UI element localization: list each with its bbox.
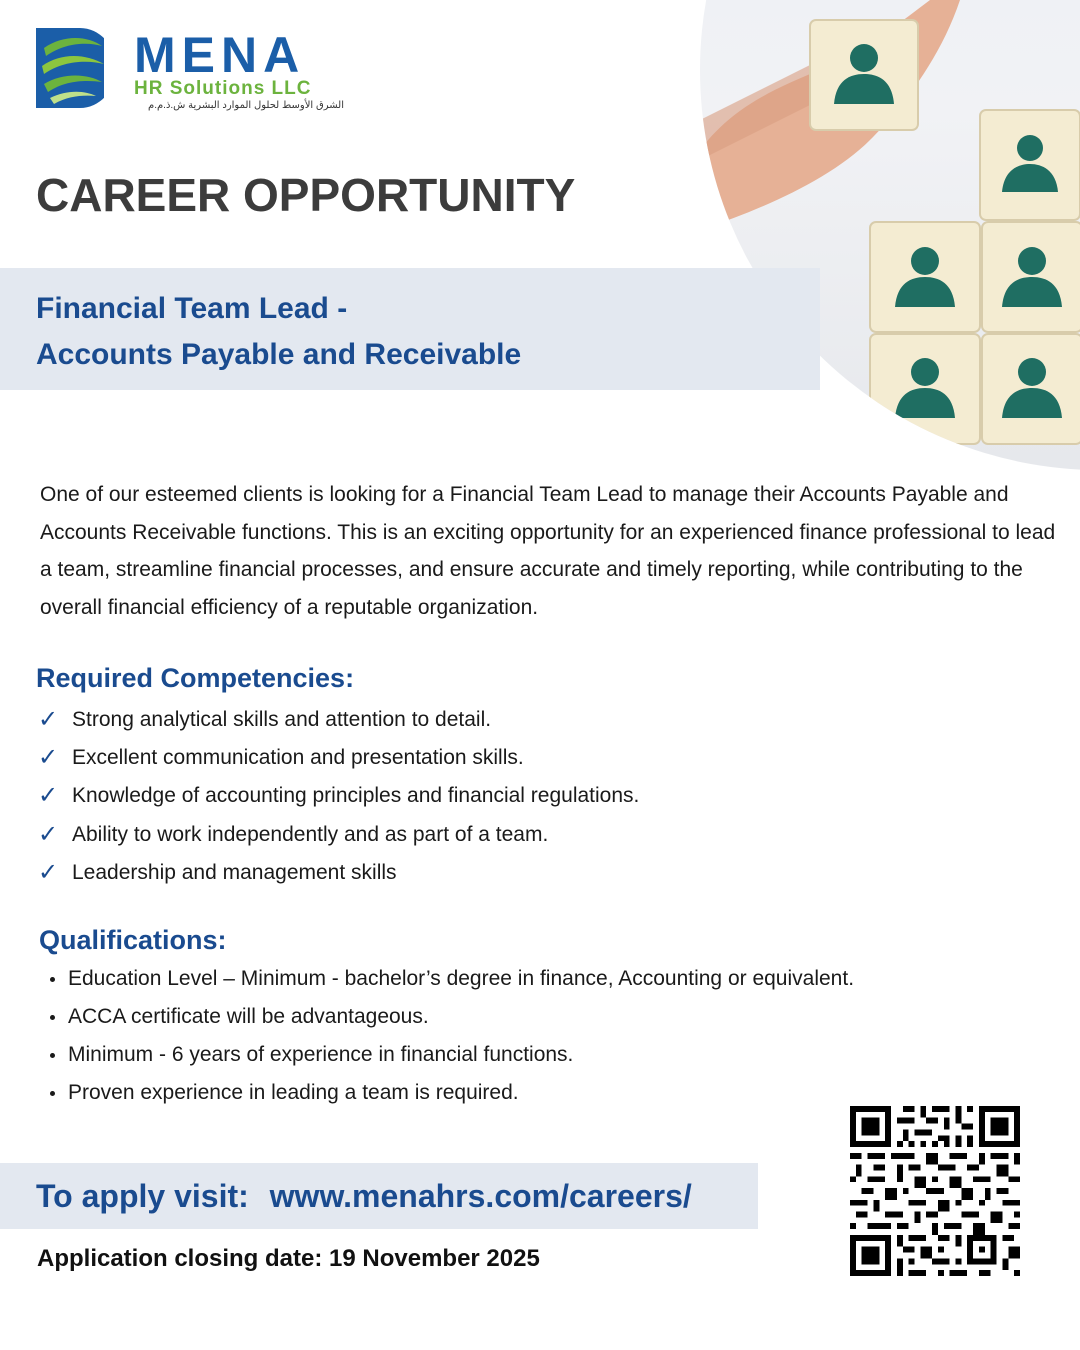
logo-subtitle: HR Solutions LLC xyxy=(134,78,312,99)
careers-link[interactable]: www.menahrs.com/careers/ xyxy=(269,1178,692,1214)
job-title-line-2: Accounts Payable and Receivable xyxy=(36,338,522,371)
bullet-icon xyxy=(50,977,55,982)
list-item: ✓ Leadership and management skills xyxy=(36,855,639,893)
apply-label: To apply visit: xyxy=(36,1178,249,1214)
competencies-list xyxy=(36,702,639,893)
hand-stacking-person-blocks-photo xyxy=(700,0,1080,470)
list-item: ✓ Ability to work independently and as part of a team. xyxy=(36,817,639,855)
checkmark-icon: ✓ xyxy=(38,858,59,886)
list-item: Education Level – Minimum - bachelor’s degree in finance, Accounting or equivalent. xyxy=(50,961,854,999)
closing-date: Application closing date: 19 November 2025 xyxy=(37,1245,540,1272)
list-item: ✓ Excellent communication and presentation skills. xyxy=(36,740,639,778)
list-item: Proven experience in leading a team is required. xyxy=(50,1075,854,1113)
checkmark-icon: ✓ xyxy=(38,744,59,772)
competencies-heading: Required Competencies: xyxy=(36,663,355,693)
list-item: ✓ Strong analytical skills and attention to detail. xyxy=(36,702,639,740)
page-title: CAREER OPPORTUNITY xyxy=(36,169,576,221)
logo-wordmark: MENA xyxy=(134,27,306,83)
checkmark-icon: ✓ xyxy=(38,820,59,848)
list-item: ✓ Knowledge of accounting principles and financial regulations. xyxy=(36,778,639,816)
bullet-icon xyxy=(50,1091,55,1096)
bullet-icon xyxy=(50,1053,55,1058)
bullet-icon xyxy=(50,1015,55,1020)
apply-line xyxy=(36,1176,692,1216)
logo-arabic-subtitle: الشرق الأوسط لحلول الموارد البشرية ش.ذ.م.م xyxy=(148,100,344,111)
company-logo xyxy=(36,27,344,111)
list-item: Minimum - 6 years of experience in financial functions. xyxy=(50,1037,854,1075)
checkmark-icon: ✓ xyxy=(38,782,59,810)
qualifications-list xyxy=(50,961,854,1113)
globe-swoosh-icon xyxy=(36,28,104,108)
job-title-line-1: Financial Team Lead - xyxy=(36,292,348,325)
qualifications-heading: Qualifications: xyxy=(39,925,227,955)
job-title xyxy=(36,286,521,378)
qr-code-icon[interactable] xyxy=(850,1106,1020,1276)
checkmark-icon: ✓ xyxy=(38,706,59,733)
intro-paragraph: One of our esteemed clients is looking for a Financial Team Lead to manage their Accounts Payable and Accounts Receivable functions. This is an exciting opportunity for an experienced finance professional to lead a team, streamline financial processes, and ensure accurate and timely reporting, while contributing to the overall financial efficiency of a reputable organization. xyxy=(40,483,1056,620)
list-item: ACCA certificate will be advantageous. xyxy=(50,999,854,1037)
